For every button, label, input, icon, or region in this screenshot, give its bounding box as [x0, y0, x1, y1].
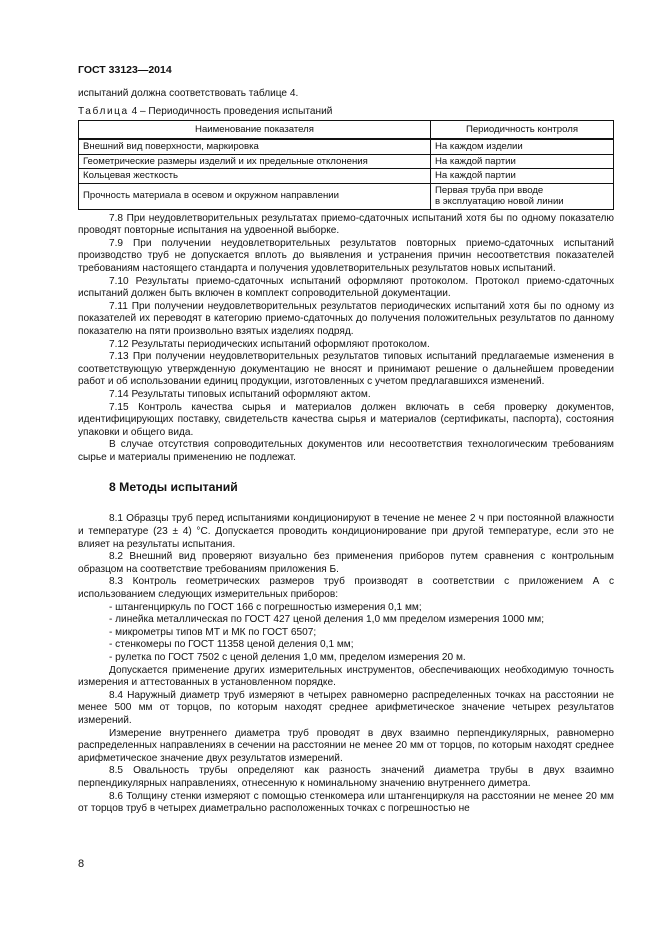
periodicity-table [78, 120, 614, 210]
document-code-header: ГОСТ 33123—2014 [78, 64, 172, 76]
paragraph-7-15: 7.15 Контроль качества сырья и материалов должен включать в себя проверку документов, идентифицирующих поставку, свидетельств качества сырья и материалов (сертификаты, паспорта), состояния упаковки и общего вида. [78, 401, 614, 438]
table-caption [78, 106, 614, 118]
paragraph-7-8: 7.8 При неудовлетворительных результатах приемо-сдаточных испытаний хотя бы по одному показателю проводят повторные испытания на удвоенной выборке. [78, 212, 614, 237]
paragraph-7-10: 7.10 Результаты приемо-сдаточных испытаний оформляют протоколом. Протокол приемо-сдаточных испытаний должен быть включен в комплект сопроводительной документации. [78, 275, 614, 300]
paragraph-8-2: 8.2 Внешний вид проверяют визуально без применения приборов путем сравнения с контрольным образцом на соответствие требованиям приложения Б. [78, 551, 614, 575]
instrument-list-item: - микрометры типов МТ и МК по ГОСТ 6507; [109, 626, 317, 638]
paragraph-8-4: 8.4 Наружный диаметр труб измеряют в четырех равномерно распределенных точках на расстоянии не менее 500 мм от торцов, по которым находят среднее арифметическое значение четырех результатов измерений. [78, 689, 614, 726]
table-row [79, 169, 614, 184]
intro-line: испытаний должна соответствовать таблице 4. [78, 88, 299, 99]
paragraph-7-13: 7.13 При получении неудовлетворительных результатов типовых испытаний предлагаемые изменения в соответствующую утвержденную документацию не вносят и принимают решение о дальнейшем проведении работ и об использовании единиц продукции, изготовленных с учетом предлагавшихся изменений. [78, 351, 614, 388]
instrument-list-item: - рулетка по ГОСТ 7502 с ценой деления 1,0 мм, пределом измерения 20 м. [109, 652, 466, 663]
table-cell: На каждой партии [431, 154, 614, 169]
paragraph-7-14: 7.14 Результаты типовых испытаний оформляют актом. [109, 388, 371, 400]
table-cell: Кольцевая жесткость [79, 169, 431, 184]
paragraph-materials-note: В случае отсутствия сопроводительных документов или несоответствия технологическим требованиям сырье и материалы применению не подлежат. [78, 439, 614, 463]
table-row [79, 139, 614, 154]
section-8-title: 8 Методы испытаний [109, 480, 238, 495]
table-cell: Геометрические размеры изделий и их предельные отклонения [79, 154, 431, 169]
paragraph-7-11: 7.11 При получении неудовлетворительных результатов периодических испытаний хотя бы по одному из показателей их переводят в категорию приемо-сдаточных до получения положительных результатов по данному показателю на пяти произвольно взятых изделиях подряд. [78, 300, 614, 337]
instrument-list-item: - штангенциркуль по ГОСТ 166 с погрешностью измерения 0,1 мм; [109, 601, 422, 613]
table-cell: На каждом изделии [431, 139, 614, 154]
paragraph-8-3: 8.3 Контроль геометрических размеров труб производят в соответствии с приложением А с использованием следующих измерительных приборов: [78, 576, 614, 601]
header-indicator-name: Наименование показателя [79, 120, 431, 139]
paragraph-7-9: 7.9 При получении неудовлетворительных результатов повторных приемо-сдаточных испытаний производство труб не допускается вплоть до выявления и устранения причин несоответствия показателей требованиям настоящего стандарта и получения удовлетворительных результатов новых испытаний. [78, 237, 614, 274]
header-control-periodicity: Периодичность контроля [431, 120, 614, 139]
page-number: 8 [78, 858, 85, 870]
table-row [79, 183, 614, 209]
table-cell: Первая труба при вводе в эксплуатацию новой линии [431, 183, 614, 209]
table-cell: Прочность материала в осевом и окружном направлении [79, 183, 431, 209]
table-caption-word: Таблица [78, 105, 129, 117]
table-header-row [79, 120, 614, 139]
paragraph-other-instruments: Допускается применение других измерительных инструментов, обеспечивающих необходимую точность измерения и аттестованных в установленном порядке. [78, 664, 614, 689]
paragraph-inner-diameter: Измерение внутреннего диаметра труб проводят в двух взаимно перпендикулярных, равномерно распределенных направлениях в сечении на расстоянии не менее 20 мм от торцов, по которым находят среднее арифметическое значение двух результатов измерений. [78, 727, 614, 764]
instrument-list-item: - линейка металлическая по ГОСТ 427 ценой деления 1,0 мм пределом измерения 1000 мм; [109, 614, 545, 626]
table-row [79, 154, 614, 169]
paragraph-8-6: 8.6 Толщину стенки измеряют с помощью стенкомера или штангенциркуля на расстоянии не менее 20 мм от торцов труб в четырех диаметрально расположенных точках с погрешностью не [78, 790, 614, 815]
paragraph-8-1: 8.1 Образцы труб перед испытаниями кондиционируют в течение не менее 2 ч при постоянной влажности и температуре (23 ± 4) °С. Допускается проводить кондиционирование при другой температуре, если это не влияет на результаты испытания. [78, 513, 614, 550]
paragraph-8-5: 8.5 Овальность трубы определяют как разность значений диаметра трубы в двух взаимно перпендикулярных направлениях, отнесенную к номинальному значению внутреннего диметра. [78, 765, 614, 789]
instrument-list-item: - стенкомеры по ГОСТ 11358 ценой деления 0,1 мм; [109, 639, 354, 651]
page-content [78, 88, 614, 816]
paragraph-7-12: 7.12 Результаты периодических испытаний оформляют протоколом. [109, 338, 430, 350]
table-cell: Внешний вид поверхности, маркировка [79, 139, 431, 154]
table-cell: На каждой партии [431, 169, 614, 184]
table-caption-rest: 4 – Периодичность проведения испытаний [128, 105, 333, 117]
